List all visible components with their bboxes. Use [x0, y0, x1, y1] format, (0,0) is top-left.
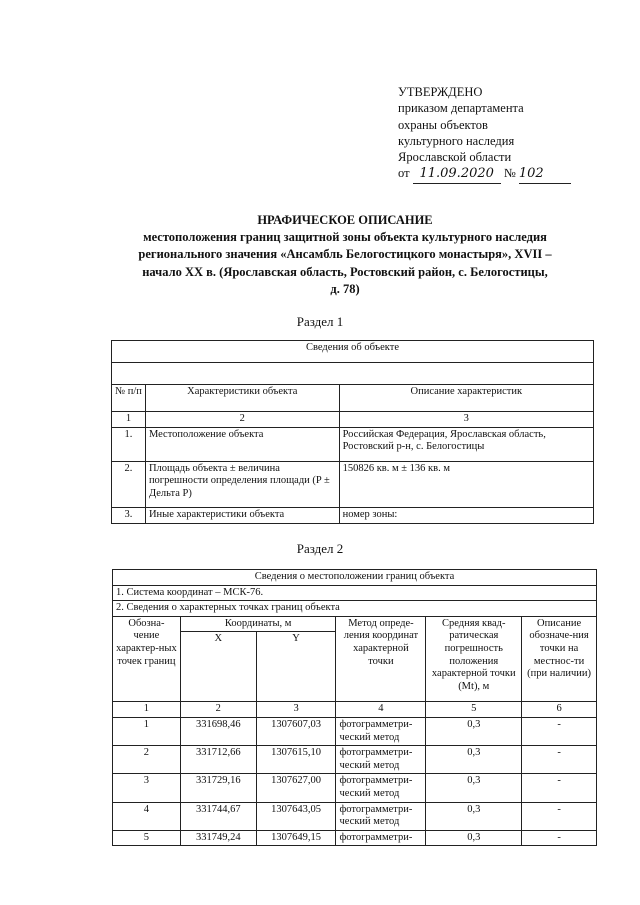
document-title — [95, 212, 595, 298]
boundary-points-table — [112, 569, 597, 846]
point-y: 1307607,03 — [256, 717, 336, 745]
section2-heading: Раздел 2 — [296, 541, 344, 556]
header-coordinates: Координаты, м — [180, 616, 336, 632]
title-line: НРАФИЧЕСКОЕ ОПИСАНИЕ — [257, 213, 433, 227]
approval-date: 11.09.2020 — [413, 166, 501, 183]
row-name: Иные характеристики объекта — [145, 507, 339, 523]
header-y: Y — [256, 632, 336, 702]
title-line: регионального значения «Ансамбль Белогостицкого монастыря», XVII – — [138, 247, 552, 262]
column-number: 3 — [339, 412, 593, 428]
point-id: 1 — [113, 717, 181, 745]
point-x: 331749,24 — [180, 830, 256, 846]
column-number: 4 — [336, 702, 426, 718]
header-x: X — [180, 632, 256, 702]
approval-line: приказом департамента — [398, 101, 524, 116]
approval-block — [398, 84, 571, 184]
row-desc: номер зоны: — [339, 507, 593, 523]
point-method: фотограмметри- — [336, 830, 426, 846]
column-number: 2 — [145, 412, 339, 428]
point-accuracy: 0,3 — [426, 717, 522, 745]
object-info-table — [111, 340, 594, 524]
point-method: фотограмметри-ческий метод — [336, 717, 426, 745]
point-description: - — [522, 830, 597, 846]
section1-heading: Раздел 1 — [296, 314, 344, 329]
row-number: 1. — [112, 427, 146, 461]
row-number: 3. — [112, 507, 146, 523]
point-accuracy: 0,3 — [426, 830, 522, 846]
approval-date-line — [398, 165, 571, 183]
approval-heading: УТВЕРЖДЕНО — [398, 85, 483, 99]
approval-line: Ярославской области — [398, 150, 512, 165]
header-description: Описание характеристик — [339, 385, 593, 412]
table-row — [112, 427, 594, 461]
title-line: местоположения границ защитной зоны объекта культурного наследия — [143, 230, 547, 245]
title-line: д. 78) — [330, 281, 360, 296]
approval-line: культурного наследия — [398, 133, 515, 148]
point-y: 1307615,10 — [256, 746, 336, 774]
row-name: Местоположение объекта — [145, 427, 339, 461]
point-x: 331698,46 — [180, 717, 256, 745]
points-info: 2. Сведения о характерных точках границ объекта — [113, 601, 597, 617]
table-title: Сведения об объекте — [112, 341, 594, 363]
coordinate-system: 1. Система координат – МСК-76. — [113, 585, 597, 601]
point-x: 331712,66 — [180, 746, 256, 774]
point-x: 331744,67 — [180, 802, 256, 830]
point-method: фотограмметри-ческий метод — [336, 774, 426, 802]
row-name: Площадь объекта ± величина погрешности определения площади (P ± Дельта P) — [145, 461, 339, 507]
header-characteristic: Характеристики объекта — [145, 385, 339, 412]
approval-line: охраны объектов — [398, 117, 488, 132]
table-row — [113, 830, 597, 846]
number-prefix: № — [503, 166, 516, 181]
header-designation: Обозна-чение характер-ных точек границ — [113, 616, 181, 702]
point-accuracy: 0,3 — [426, 746, 522, 774]
column-number: 3 — [256, 702, 336, 718]
table-row — [113, 774, 597, 802]
header-accuracy: Средняя квад-ратическая погрешность положения характерной точки (Mt), м — [426, 616, 522, 702]
table-row — [112, 507, 594, 523]
table-empty-row — [112, 363, 594, 385]
point-description: - — [522, 717, 597, 745]
point-method: фотограмметри-ческий метод — [336, 802, 426, 830]
point-description: - — [522, 746, 597, 774]
approval-number: 102 — [519, 166, 571, 183]
point-id: 5 — [113, 830, 181, 846]
point-description: - — [522, 774, 597, 802]
title-line: начало XX в. (Ярославская область, Ростовский район, с. Белогостицы, — [142, 264, 548, 279]
point-id: 3 — [113, 774, 181, 802]
table-row — [112, 461, 594, 507]
header-description: Описание обозначе-ния точки на местнос-ти (при наличии) — [522, 616, 597, 702]
point-x: 331729,16 — [180, 774, 256, 802]
point-y: 1307643,05 — [256, 802, 336, 830]
point-id: 4 — [113, 802, 181, 830]
row-number: 2. — [112, 461, 146, 507]
column-number: 2 — [180, 702, 256, 718]
point-y: 1307627,00 — [256, 774, 336, 802]
column-number: 1 — [113, 702, 181, 718]
table-row — [113, 746, 597, 774]
row-desc: Российская Федерация, Ярославская область, Ростовский р-н, с. Белогостицы — [339, 427, 593, 461]
column-number: 6 — [522, 702, 597, 718]
row-desc: 150826 кв. м ± 136 кв. м — [339, 461, 593, 507]
point-accuracy: 0,3 — [426, 774, 522, 802]
column-number: 5 — [426, 702, 522, 718]
table-title: Сведения о местоположении границ объекта — [113, 570, 597, 586]
point-y: 1307649,15 — [256, 830, 336, 846]
column-number: 1 — [112, 412, 146, 428]
header-method: Метод опреде-ления координат характерной точки — [336, 616, 426, 702]
table-row — [113, 717, 597, 745]
date-prefix: от — [398, 166, 410, 181]
header-number: № п/п — [112, 385, 146, 412]
table-row — [113, 802, 597, 830]
point-description: - — [522, 802, 597, 830]
point-id: 2 — [113, 746, 181, 774]
point-method: фотограмметри-ческий метод — [336, 746, 426, 774]
point-accuracy: 0,3 — [426, 802, 522, 830]
